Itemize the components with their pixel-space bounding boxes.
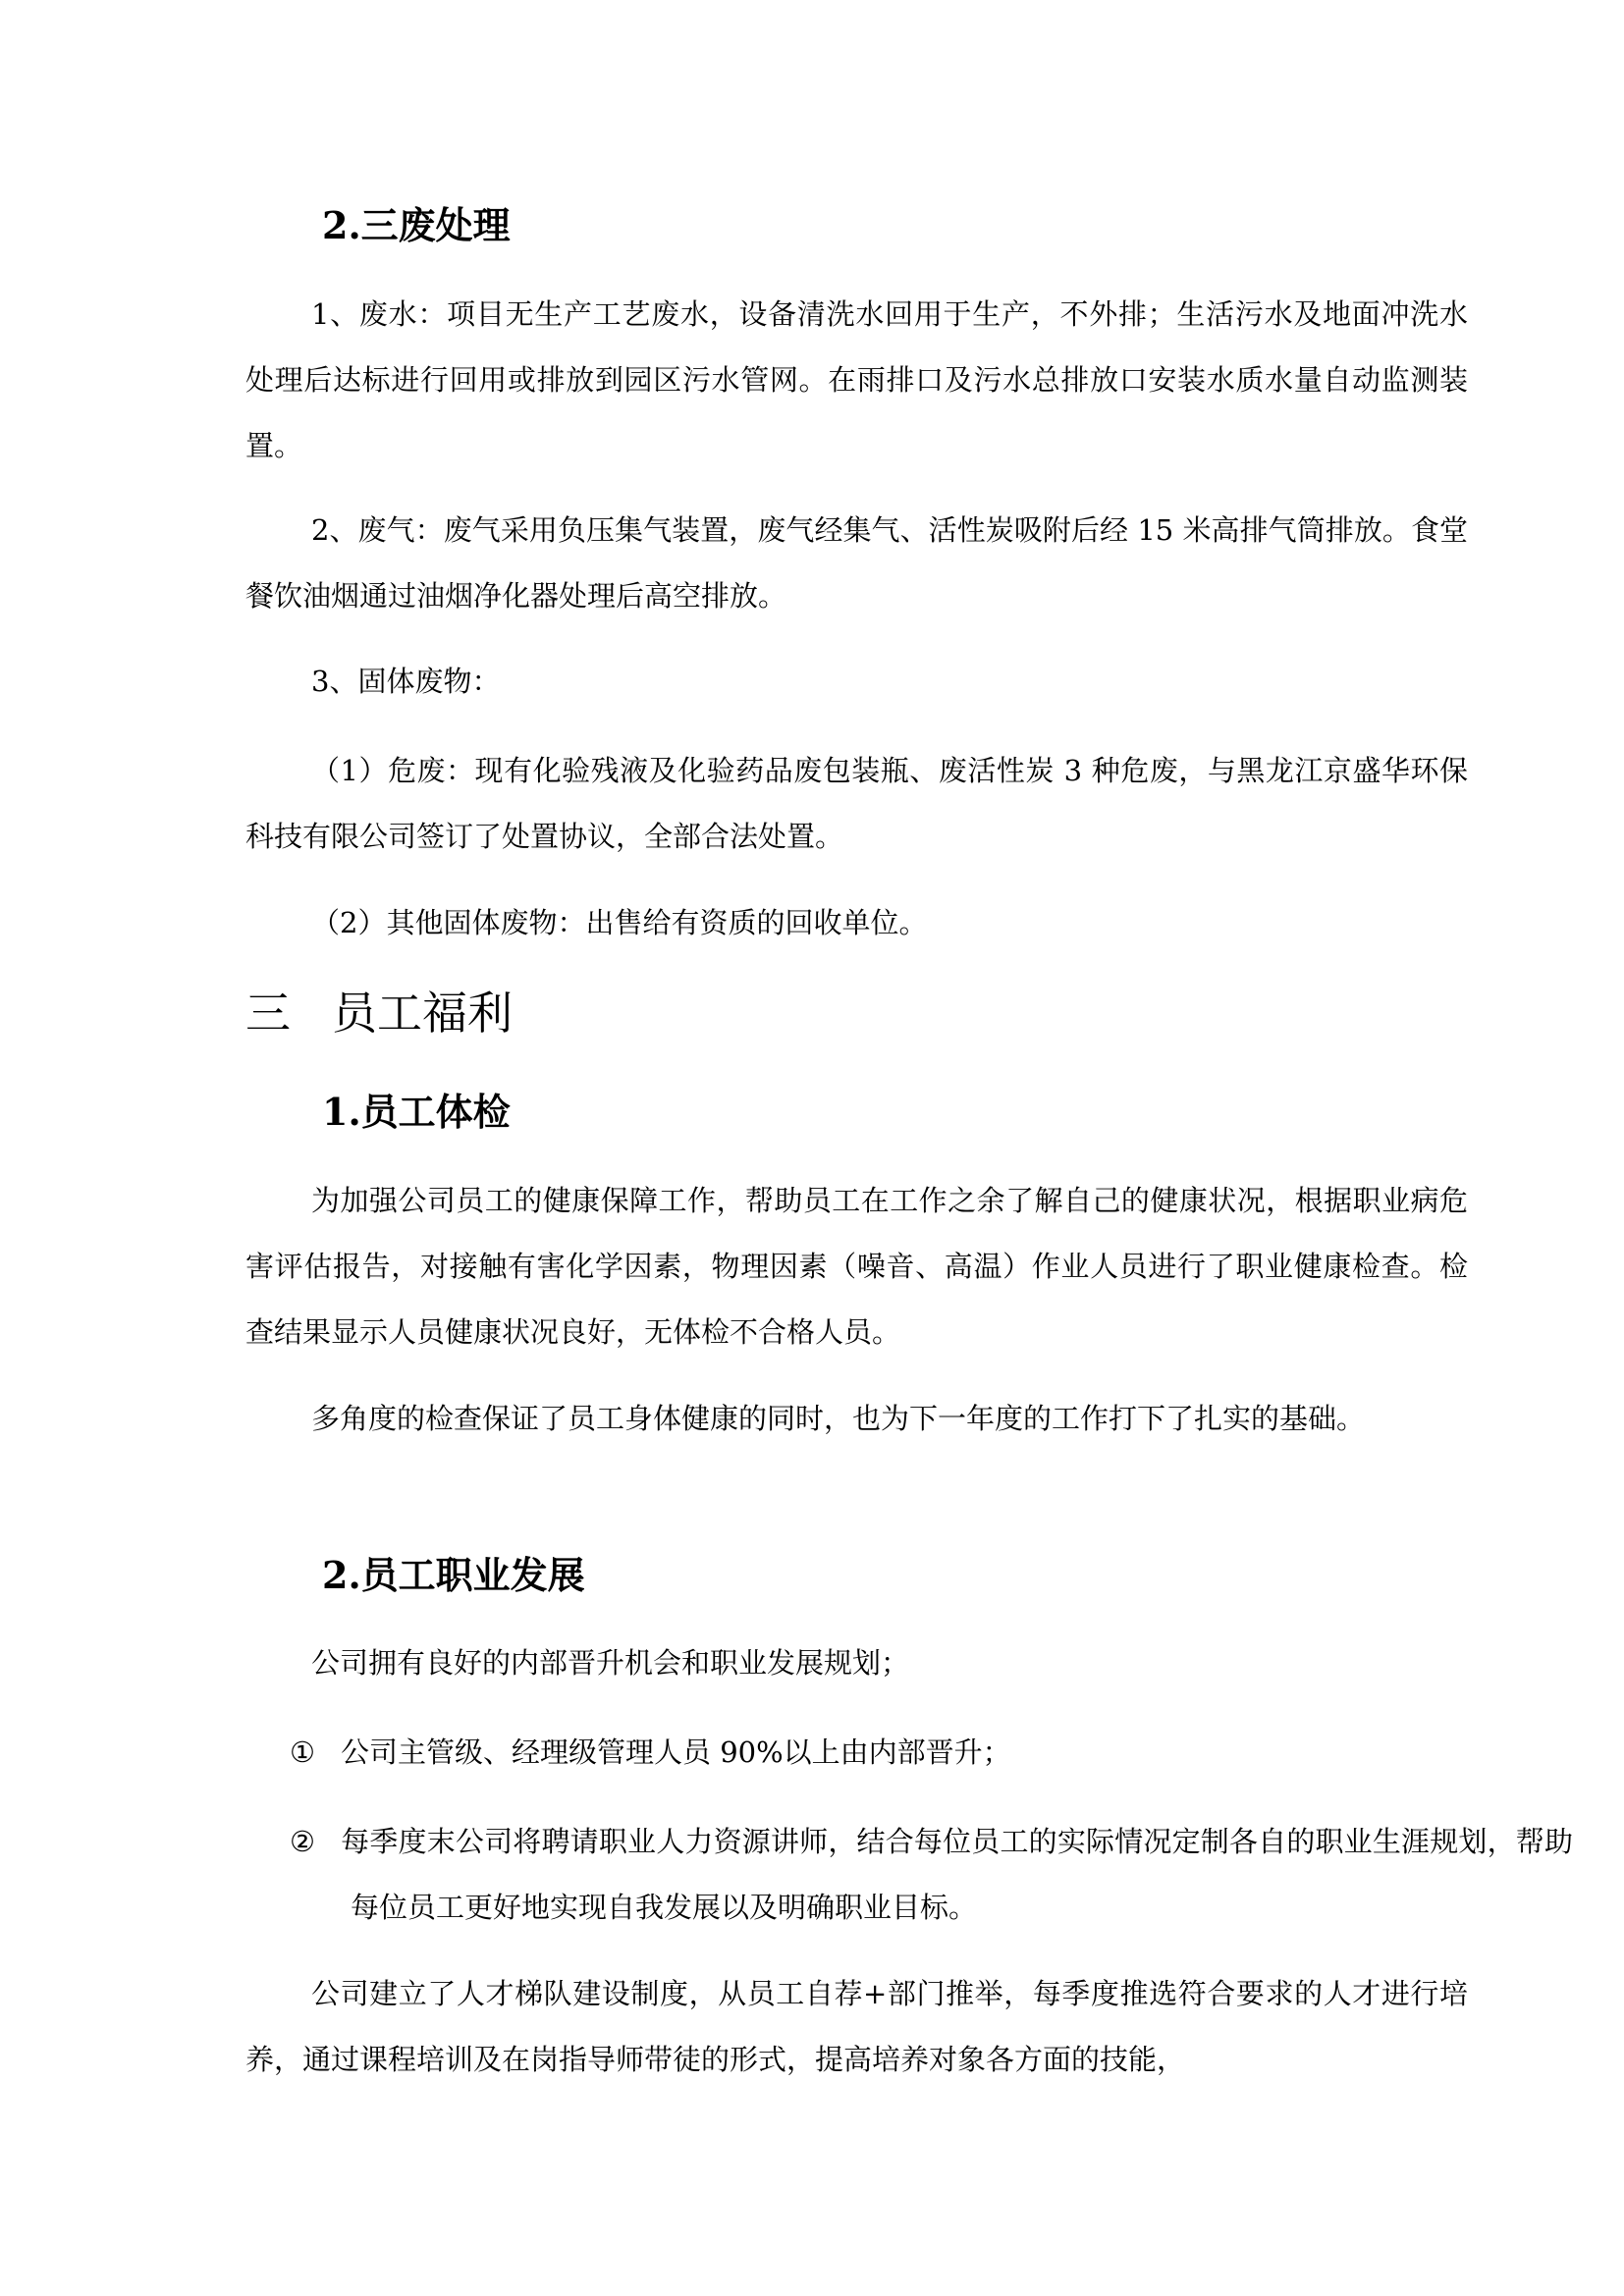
career-intro-paragraph: 公司拥有良好的内部晋升机会和职业发展规划；: [311, 1646, 910, 1680]
list-marker: ①: [290, 1735, 315, 1769]
section-number: 三: [245, 987, 291, 1040]
other-solid-waste-paragraph: （2）其他固体废物：出售给有资质的回收单位。: [311, 906, 928, 939]
list-item-text: 每季度末公司将聘请职业人力资源讲师，结合每位员工的实际情况定制各自的职业生涯规划，帮助每位员工更好地实现自我发展以及明确职业目标。: [341, 1825, 1573, 1924]
list-item-text: 公司主管级、经理级管理人员 90%以上由内部晋升；: [341, 1735, 1011, 1769]
health-checkup-paragraph-1: 为加强公司员工的健康保障工作，帮助员工在工作之余了解自己的健康状况，根据职业病危害评估报告，对接触有害化学因素，物理因素（噪音、高温）作业人员进行了职业健康检查。检查结果显示人员健康状况良好，无体检不合格人员。: [245, 1184, 1468, 1349]
list-marker: ②: [290, 1825, 315, 1858]
health-checkup-paragraph-2: 多角度的检查保证了员工身体健康的同时，也为下一年度的工作打下了扎实的基础。: [311, 1402, 1366, 1435]
career-list-item: [245, 1720, 1573, 1786]
waste-water-paragraph: 1、废水：项目无生产工艺废水，设备清洗水回用于生产，不外排；生活污水及地面冲洗水处理后达标进行回用或排放到园区污水管网。在雨排口及污水总排放口安装水质水量自动监测装置。: [245, 297, 1468, 462]
waste-gas-paragraph: 2、废气：废气采用负压集气装置，废气经集气、活性炭吸附后经 15 米高排气筒排放。食堂餐饮油烟通过油烟净化器处理后高空排放。: [245, 513, 1468, 613]
health-checkup-heading: 1.员工体检: [322, 1090, 511, 1134]
talent-pipeline-paragraph: 公司建立了人才梯队建设制度，从员工自荐+部门推举，每季度推选符合要求的人才进行培养，通过课程培训及在岗指导师带徒的形式，提高培养对象各方面的技能，: [245, 1977, 1468, 2076]
section-title: 员工福利: [332, 987, 513, 1040]
career-list-item: [245, 1809, 1573, 1941]
employee-welfare-heading: [245, 987, 1468, 1040]
solid-waste-paragraph: 3、固体废物：: [311, 665, 501, 698]
waste-treatment-heading: 2.三废处理: [322, 203, 511, 247]
hazardous-waste-paragraph: （1）危废：现有化验残液及化验药品废包装瓶、废活性炭 3 种危废，与黑龙江京盛华环保科技有限公司签订了处置协议，全部合法处置。: [245, 754, 1468, 853]
career-development-heading: 2.员工职业发展: [322, 1553, 585, 1597]
